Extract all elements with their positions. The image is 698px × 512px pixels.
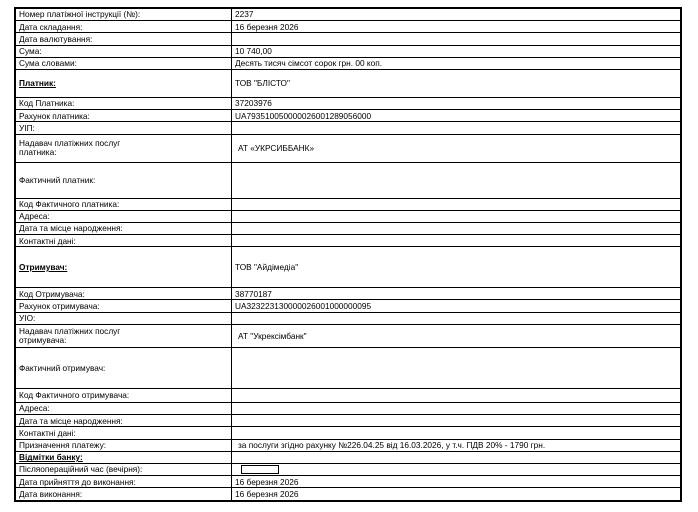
amount-words-label: Сума словами: bbox=[16, 57, 232, 69]
payer-provider-label bbox=[16, 134, 232, 162]
receiver-address-label: Адреса: bbox=[16, 403, 232, 415]
evening-value bbox=[232, 463, 681, 475]
row-payer-account bbox=[16, 110, 681, 122]
row-accepted bbox=[16, 476, 681, 488]
receiver-name-value: ТОВ "Айдімедіа" bbox=[232, 247, 681, 288]
payer-birth-value bbox=[232, 222, 681, 234]
row-receiver-birth bbox=[16, 415, 681, 427]
payer-address-label: Адреса: bbox=[16, 210, 232, 222]
receiver-actual-code-value bbox=[232, 388, 681, 402]
row-receiver-account bbox=[16, 300, 681, 312]
amount-value: 10 740,00 bbox=[232, 45, 681, 57]
date-value: 16 березня 2026 bbox=[232, 21, 681, 33]
instruction-number-value: 2237 bbox=[232, 9, 681, 21]
payer-contacts-value bbox=[232, 235, 681, 247]
value-date-value bbox=[232, 33, 681, 45]
accepted-value: 16 березня 2026 bbox=[232, 476, 681, 488]
receiver-uio-label: УІО: bbox=[16, 312, 232, 324]
row-payer-contacts bbox=[16, 235, 681, 247]
bank-section-value bbox=[232, 451, 681, 463]
payer-account-value: UA793510050000026001289056000 bbox=[232, 110, 681, 122]
payer-address-value bbox=[232, 210, 681, 222]
row-receiver bbox=[16, 247, 681, 288]
payer-section-label: Платник: bbox=[16, 69, 232, 97]
row-evening bbox=[16, 463, 681, 475]
payer-actual-label: Фактичний платник: bbox=[16, 162, 232, 198]
row-payer-actual bbox=[16, 162, 681, 198]
evening-checkbox[interactable] bbox=[241, 465, 279, 474]
executed-label: Дата виконання: bbox=[16, 488, 232, 500]
instruction-number-label: Номер платіжної інструкції (№): bbox=[16, 9, 232, 21]
amount-words-value: Десять тисяч сімсот сорок грн. 00 коп. bbox=[232, 57, 681, 69]
receiver-actual-code-label: Код Фактичного отримувача: bbox=[16, 388, 232, 402]
payer-contacts-label: Контактні дані: bbox=[16, 235, 232, 247]
row-payer-provider bbox=[16, 134, 681, 162]
purpose-value: за послуги згідно рахунку №226.04.25 від 16.03.2026, у т.ч. ПДВ 20% - 1790 грн. bbox=[232, 439, 681, 451]
payer-actual-code-value bbox=[232, 198, 681, 210]
bank-section-label: Відмітки банку: bbox=[16, 451, 232, 463]
row-date bbox=[16, 21, 681, 33]
payer-uip-label: УІП: bbox=[16, 122, 232, 134]
receiver-address-value bbox=[232, 403, 681, 415]
row-payer-address bbox=[16, 210, 681, 222]
receiver-birth-value bbox=[232, 415, 681, 427]
payer-account-label: Рахунок платника: bbox=[16, 110, 232, 122]
row-payer-code bbox=[16, 97, 681, 109]
receiver-birth-label: Дата та місце народження: bbox=[16, 415, 232, 427]
row-receiver-address bbox=[16, 403, 681, 415]
receiver-section-label: Отримувач: bbox=[16, 247, 232, 288]
payer-uip-value bbox=[232, 122, 681, 134]
receiver-actual-label: Фактичний отримувач: bbox=[16, 347, 232, 388]
receiver-account-value: UA323223130000026001000000095 bbox=[232, 300, 681, 312]
payer-actual-code-label: Код Фактичного платника: bbox=[16, 198, 232, 210]
receiver-contacts-label: Контактні дані: bbox=[16, 427, 232, 439]
row-instruction-number bbox=[16, 9, 681, 21]
row-payer-actual-code bbox=[16, 198, 681, 210]
row-value-date bbox=[16, 33, 681, 45]
receiver-provider-value: АТ "Укрексімбанк" bbox=[232, 324, 681, 347]
date-label: Дата складання: bbox=[16, 21, 232, 33]
row-executed bbox=[16, 488, 681, 500]
payer-code-label: Код Платника: bbox=[16, 97, 232, 109]
value-date-label: Дата валютування: bbox=[16, 33, 232, 45]
row-amount-words bbox=[16, 57, 681, 69]
payer-name-value: ТОВ "БЛІСТО" bbox=[232, 69, 681, 97]
receiver-provider-label bbox=[16, 324, 232, 347]
row-payer bbox=[16, 69, 681, 97]
receiver-contacts-value bbox=[232, 427, 681, 439]
row-amount bbox=[16, 45, 681, 57]
row-payer-birth bbox=[16, 222, 681, 234]
row-payer-uip bbox=[16, 122, 681, 134]
row-receiver-actual-code bbox=[16, 388, 681, 402]
receiver-provider-label-text: Надавач платіжних послуг отримувача: bbox=[19, 326, 121, 345]
receiver-code-label: Код Отримувача: bbox=[16, 288, 232, 300]
receiver-actual-value bbox=[232, 347, 681, 388]
row-receiver-contacts bbox=[16, 427, 681, 439]
receiver-uio-value bbox=[232, 312, 681, 324]
amount-label: Сума: bbox=[16, 45, 232, 57]
purpose-label: Призначення платежу: bbox=[16, 439, 232, 451]
row-receiver-provider bbox=[16, 324, 681, 347]
payment-instruction-table bbox=[15, 8, 681, 501]
executed-value: 16 березня 2026 bbox=[232, 488, 681, 500]
payment-instruction-form bbox=[14, 7, 682, 502]
payer-provider-label-text: Надавач платіжних послуг платника: bbox=[19, 138, 121, 157]
row-receiver-actual bbox=[16, 347, 681, 388]
accepted-label: Дата прийняття до виконання: bbox=[16, 476, 232, 488]
row-purpose bbox=[16, 439, 681, 451]
payer-birth-label: Дата та місце народження: bbox=[16, 222, 232, 234]
row-receiver-code bbox=[16, 288, 681, 300]
receiver-account-label: Рахунок отримувача: bbox=[16, 300, 232, 312]
row-bank-marks bbox=[16, 451, 681, 463]
payer-actual-value bbox=[232, 162, 681, 198]
evening-label: Післяопераційний час (вечірня): bbox=[16, 463, 232, 475]
row-receiver-uio bbox=[16, 312, 681, 324]
payer-provider-value: АТ «УКРСИББАНК» bbox=[232, 134, 681, 162]
receiver-code-value: 38770187 bbox=[232, 288, 681, 300]
payer-code-value: 37203976 bbox=[232, 97, 681, 109]
